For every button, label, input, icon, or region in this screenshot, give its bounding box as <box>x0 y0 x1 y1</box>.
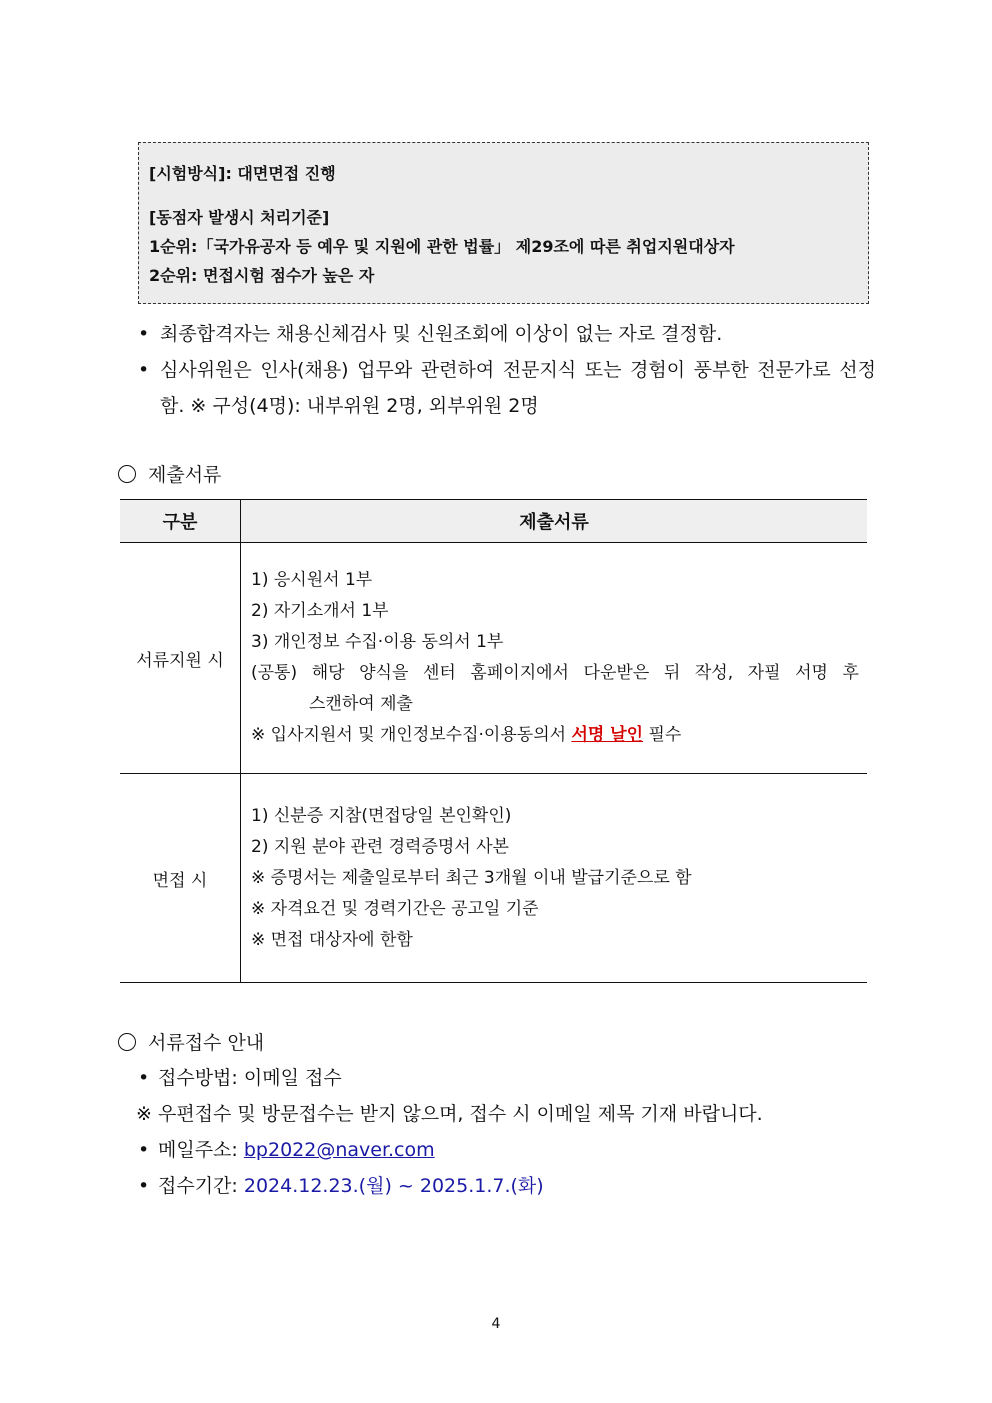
bullet-icon: • <box>138 1067 150 1089</box>
doc-line: ※ 증명서는 제출일로부터 최근 3개월 이내 발급기준으로 함 <box>251 867 692 888</box>
bullet-icon: • <box>138 1139 150 1161</box>
header-category: 구분 <box>120 500 241 543</box>
documents-section-title: 제출서류 <box>118 460 221 487</box>
doc-line: 1) 응시원서 1부 <box>251 570 373 590</box>
bullet-final-pass: • 최종합격자는 채용신체검사 및 신원조회에 이상이 없는 자로 결정함. <box>136 316 876 352</box>
doc-line: ※ 자격요건 및 경력기간은 공고일 기준 <box>251 898 539 919</box>
doc-line: 스캔하여 제출 <box>309 694 413 714</box>
bullet-icon: • <box>138 359 150 381</box>
reception-method: • 접수방법: 이메일 접수 <box>136 1060 876 1096</box>
reception-info <box>136 1060 876 1204</box>
table-header-row <box>120 500 867 543</box>
bullet-icon: • <box>138 323 150 345</box>
documents-table <box>120 499 867 983</box>
header-documents: 제출서류 <box>241 500 868 543</box>
doc-line: 3) 개인정보 수집·이용 동의서 1부 <box>251 632 504 652</box>
reception-period: • 접수기간: 2024.12.23.(월) ~ 2025.1.7.(화) <box>136 1168 876 1204</box>
signature-highlight: 서명 날인 <box>571 725 644 745</box>
doc-line: 2) 자기소개서 1부 <box>251 601 389 621</box>
row-category: 서류지원 시 <box>120 543 241 774</box>
doc-line: 1) 신분증 지참(면접당일 본인확인) <box>251 805 512 826</box>
reception-note: ※ 우편접수 및 방문접수는 받지 않으며, 접수 시 이메일 제목 기재 바랍니다. <box>136 1103 763 1125</box>
selection-notes <box>136 316 876 424</box>
exam-method-line: [시험방식]: 대면면접 진행 <box>149 164 336 183</box>
table-row <box>120 774 867 983</box>
reception-email: • 메일주소: bp2022@naver.com <box>136 1132 876 1168</box>
doc-note-signature: ※ 입사지원서 및 개인정보수집·이용동의서 서명 날인 필수 <box>251 725 682 745</box>
exam-method-box <box>138 142 869 304</box>
circle-icon <box>118 465 136 483</box>
tie-rule-priority-1: 1순위:「국가유공자 등 예우 및 지원에 관한 법률」 제29조에 따른 취업지원대상자 <box>149 237 735 256</box>
doc-line: ※ 면접 대상자에 한함 <box>251 929 413 950</box>
page-number: 4 <box>491 1316 501 1332</box>
reception-section-title: 서류접수 안내 <box>118 1028 264 1055</box>
row-documents <box>241 543 868 774</box>
bullet-icon: • <box>138 1175 150 1197</box>
circle-icon <box>118 1033 136 1051</box>
tie-rule-heading: [동점자 발생시 처리기준] <box>149 208 330 227</box>
row-category: 면접 시 <box>120 774 241 983</box>
table-row <box>120 543 867 774</box>
doc-common-line: (공통) 해당 양식을 센터 홈페이지에서 다운받은 뒤 작성, 자필 서명 후 <box>251 663 859 683</box>
bullet-committee: • 심사위원은 인사(채용) 업무와 관련하여 전문지식 또는 경험이 풍부한 전문가로 선정함. ※ 구성(4명): 내부위원 2명, 외부위원 2명 <box>136 352 876 424</box>
row-documents <box>241 774 868 983</box>
doc-line: 2) 지원 분야 관련 경력증명서 사본 <box>251 836 509 857</box>
email-link[interactable]: bp2022@naver.com <box>243 1139 435 1161</box>
tie-rule-priority-2: 2순위: 면접시험 점수가 높은 자 <box>149 266 375 285</box>
reception-period-value: 2024.12.23.(월) ~ 2025.1.7.(화) <box>243 1175 544 1197</box>
